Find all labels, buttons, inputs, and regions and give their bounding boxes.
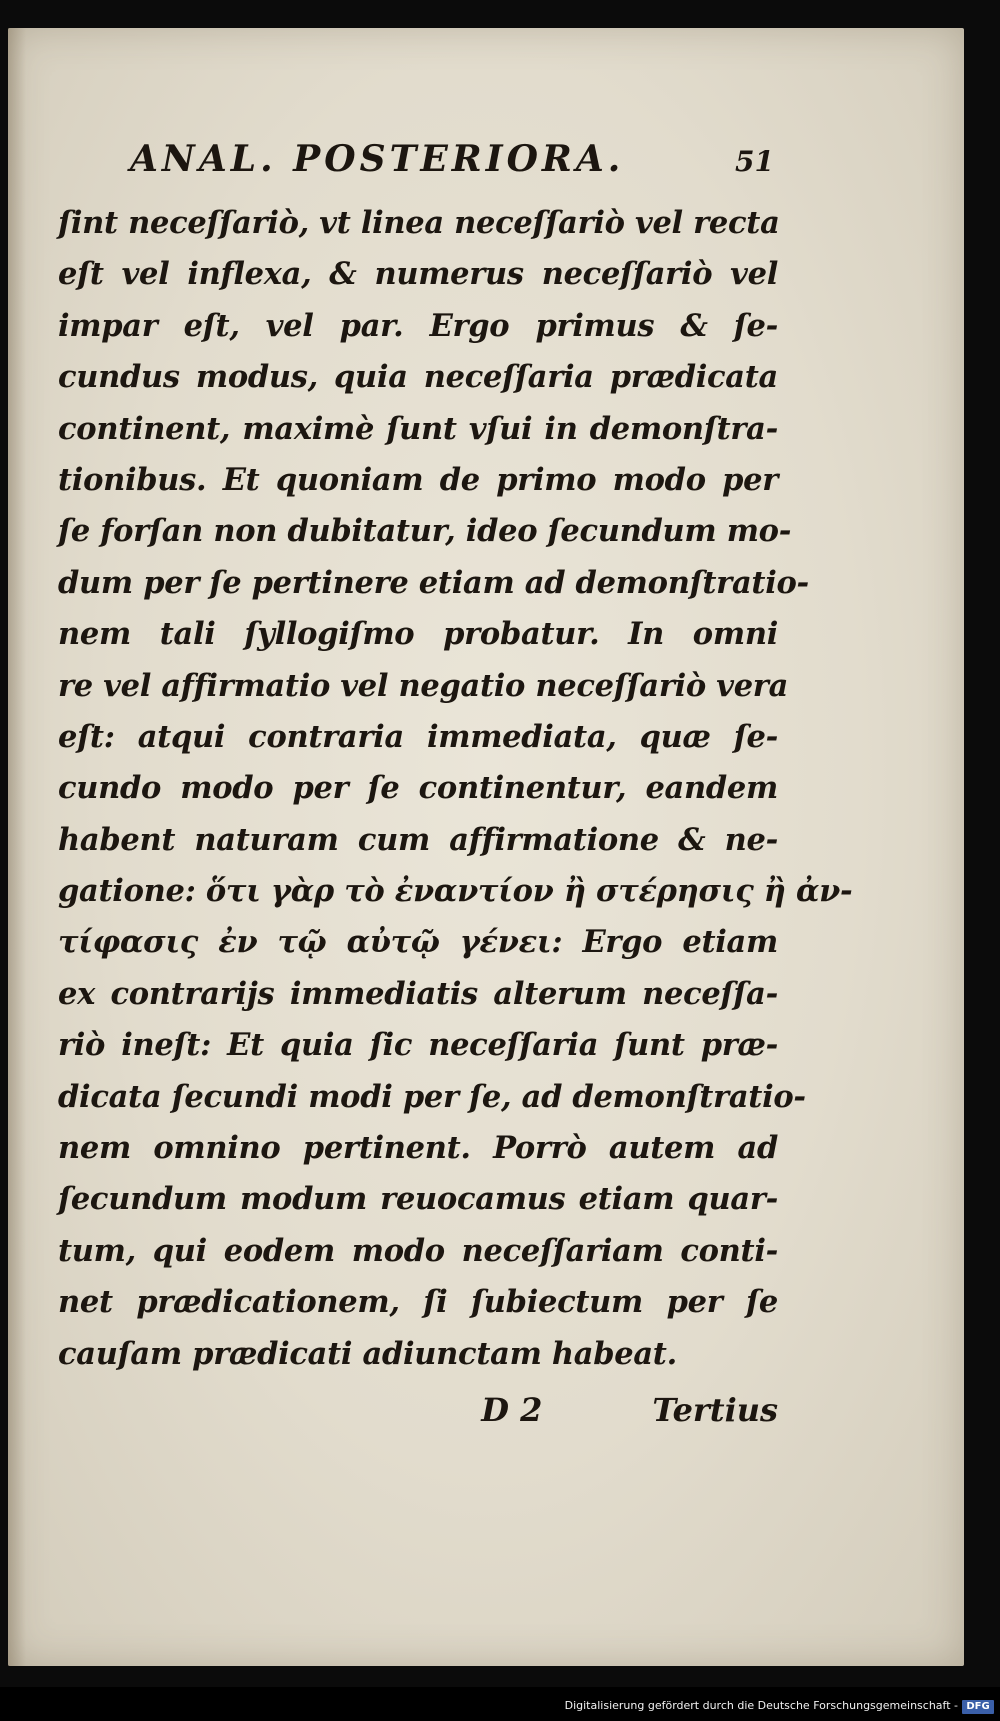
running-head xyxy=(58,138,778,188)
text-line: dum per ſe pertinere etiam ad demonſtratio- xyxy=(58,564,809,601)
catchline xyxy=(58,1384,778,1436)
text-line: ſint neceſſariò, vt linea neceſſariò vel recta xyxy=(58,205,780,241)
dfg-logo-icon: DFG xyxy=(962,1700,994,1714)
body-text xyxy=(58,198,853,1380)
text-line: impar eſt, vel par. Ergo primus & ſe- xyxy=(58,307,778,344)
text-line: tionibus. Et quoniam de primo modo per xyxy=(58,461,778,498)
digitization-credit: Digitalisierung gefördert durch die Deutsche Forschungsgemeinschaft - xyxy=(564,1699,958,1712)
signature-mark: D 2 xyxy=(481,1390,543,1429)
text-line: cundo modo per ſe continentur, eandem xyxy=(58,770,778,807)
text-line: nem tali ſyllogiſmo probatur. In omni xyxy=(58,616,778,653)
text-line: dicata ſecundi modi per ſe, ad demonſtratio- xyxy=(58,1078,806,1115)
text-line: riò ineſt: Et quia ſic neceſſaria ſunt præ- xyxy=(58,1027,778,1064)
text-line: eſt vel inflexa, & numerus neceſſariò vel xyxy=(58,256,778,293)
text-line: continent, maximè ſunt vſui in demonſtra- xyxy=(58,410,778,447)
text-line: cundus modus, quia neceſſaria prædicata xyxy=(58,359,778,396)
text-line: tum, qui eodem modo neceſſariam conti- xyxy=(58,1232,778,1269)
text-line: ex contrarijs immediatis alterum neceſſa- xyxy=(58,975,778,1012)
text-line: re vel affirmatio vel negatio neceſſariò vera xyxy=(58,667,789,704)
catchword: Tertius xyxy=(652,1390,778,1429)
text-line: eſt: atqui contraria immediata, quæ ſe- xyxy=(58,718,778,755)
text-line: nem omnino pertinent. Porrò autem ad xyxy=(58,1130,778,1167)
page-content xyxy=(58,138,853,1436)
text-line: ſecundum modum reuocamus etiam quar- xyxy=(58,1181,778,1218)
text-line: habent naturam cum affirmatione & ne- xyxy=(58,821,778,858)
text-line: cauſam prædicati adiunctam habeat. xyxy=(58,1335,677,1372)
text-line: ſe forſan non dubitatur, ideo ſecundum mo- xyxy=(58,513,792,550)
text-line: τίφασις ἐν τῷ αὐτῷ γένει: Ergo etiam xyxy=(58,924,778,961)
text-line: net prædicationem, ſi ſubiectum per ſe xyxy=(58,1284,778,1321)
running-title: ANAL. POSTERIORA. xyxy=(130,138,625,180)
text-line: gatione: ὅτι γὰρ τὸ ἐναντίον ἢ στέρησις ἢ ἀν- xyxy=(58,873,853,910)
page-gutter-shadow xyxy=(8,28,26,1666)
page-number: 51 xyxy=(735,145,774,178)
